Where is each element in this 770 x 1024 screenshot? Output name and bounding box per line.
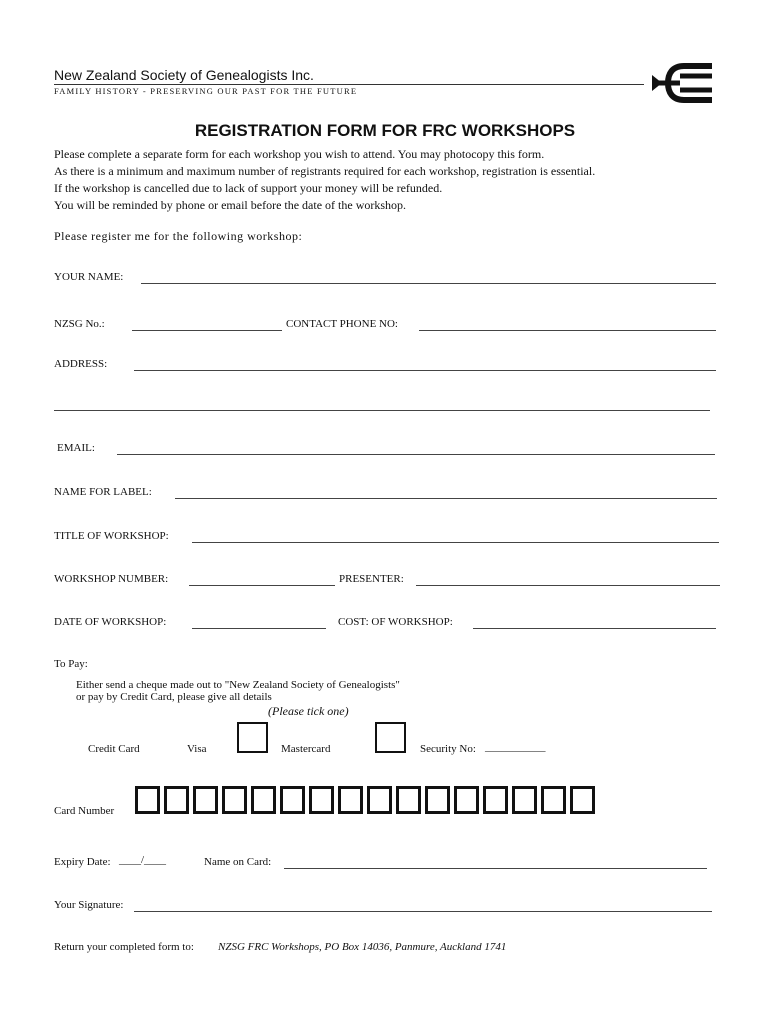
card-digit-box[interactable]: [309, 786, 334, 814]
card-digit-box[interactable]: [280, 786, 305, 814]
intro-line-2: As there is a minimum and maximum number of registrants required for each workshop, registration is essential.: [54, 164, 596, 178]
contact-phone-label: CONTACT PHONE NO:: [286, 318, 398, 330]
presenter-label: PRESENTER:: [339, 573, 404, 585]
cost-of-workshop-field[interactable]: [473, 628, 716, 629]
credit-card-label: Credit Card: [88, 743, 140, 755]
return-address: NZSG FRC Workshops, PO Box 14036, Panmure, Auckland 1741: [218, 941, 507, 953]
to-pay-label: To Pay:: [54, 658, 88, 670]
page-title: REGISTRATION FORM FOR FRC WORKSHOPS: [194, 121, 576, 140]
email-field[interactable]: [117, 454, 715, 455]
card-digit-box[interactable]: [251, 786, 276, 814]
date-of-workshop-label: DATE OF WORKSHOP:: [54, 616, 167, 628]
payment-line-2: or pay by Credit Card, please give all details: [76, 691, 272, 703]
visa-label: Visa: [187, 743, 207, 755]
presenter-field[interactable]: [416, 585, 720, 586]
name-for-label-label: NAME FOR LABEL:: [54, 486, 152, 498]
card-digit-box[interactable]: [425, 786, 450, 814]
workshop-number-label: WORKSHOP NUMBER:: [54, 573, 169, 585]
signature-field[interactable]: [134, 911, 712, 912]
header-rule: [54, 84, 644, 85]
name-on-card-label: Name on Card:: [204, 856, 272, 868]
card-digit-box[interactable]: [222, 786, 247, 814]
title-of-workshop-field[interactable]: [192, 542, 719, 543]
nzsg-no-label: NZSG No.:: [54, 318, 105, 330]
title-of-workshop-label: TITLE OF WORKSHOP:: [54, 530, 169, 542]
card-digit-box[interactable]: [164, 786, 189, 814]
tagline: FAMILY HISTORY - PRESERVING OUR PAST FOR THE FUTURE: [54, 86, 358, 96]
visa-checkbox[interactable]: [237, 722, 268, 753]
address-label: ADDRESS:: [54, 358, 108, 370]
name-on-card-field[interactable]: [284, 868, 707, 869]
security-no-label: Security No:: [420, 743, 476, 755]
expiry-date-label: Expiry Date:: [54, 856, 111, 868]
intro-line-1: Please complete a separate form for each workshop you wish to attend. You may photocopy this form.: [54, 147, 545, 161]
org-name: New Zealand Society of Genealogists Inc.: [54, 67, 314, 83]
mastercard-checkbox[interactable]: [375, 722, 406, 753]
card-digit-box[interactable]: [396, 786, 421, 814]
name-for-label-field[interactable]: [175, 498, 717, 499]
your-name-label: YOUR NAME:: [54, 271, 124, 283]
nzsg-logo-icon: [650, 62, 714, 104]
card-digit-box[interactable]: [193, 786, 218, 814]
address-field-line-2[interactable]: [54, 410, 710, 411]
mastercard-label: Mastercard: [281, 743, 331, 755]
card-digit-box[interactable]: [135, 786, 160, 814]
intro-line-3: If the workshop is cancelled due to lack of support your money will be refunded.: [54, 181, 443, 195]
card-number-label: Card Number: [54, 805, 115, 817]
address-field-line-1[interactable]: [134, 370, 716, 371]
card-digit-box[interactable]: [483, 786, 508, 814]
security-no-field[interactable]: ___________: [485, 741, 546, 753]
card-digit-box[interactable]: [338, 786, 363, 814]
return-label: Return your completed form to:: [54, 941, 194, 953]
card-digit-box[interactable]: [541, 786, 566, 814]
workshop-number-field[interactable]: [189, 585, 335, 586]
card-number-boxes: [135, 786, 595, 814]
payment-line-1: Either send a cheque made out to "New Zealand Society of Genealogists": [76, 679, 400, 691]
nzsg-no-field[interactable]: [132, 330, 282, 331]
email-label: EMAIL:: [57, 442, 95, 454]
card-digit-box[interactable]: [367, 786, 392, 814]
register-prompt: Please register me for the following workshop:: [54, 229, 303, 243]
expiry-date-field[interactable]: ____/____: [119, 854, 167, 866]
intro-line-4: You will be reminded by phone or email before the date of the workshop.: [54, 198, 407, 212]
card-digit-box[interactable]: [570, 786, 595, 814]
date-of-workshop-field[interactable]: [192, 628, 326, 629]
tick-note: (Please tick one): [268, 704, 349, 718]
signature-label: Your Signature:: [54, 899, 124, 911]
contact-phone-field[interactable]: [419, 330, 716, 331]
your-name-field[interactable]: [141, 283, 716, 284]
cost-of-workshop-label: COST: OF WORKSHOP:: [338, 616, 453, 628]
card-digit-box[interactable]: [512, 786, 537, 814]
card-digit-box[interactable]: [454, 786, 479, 814]
